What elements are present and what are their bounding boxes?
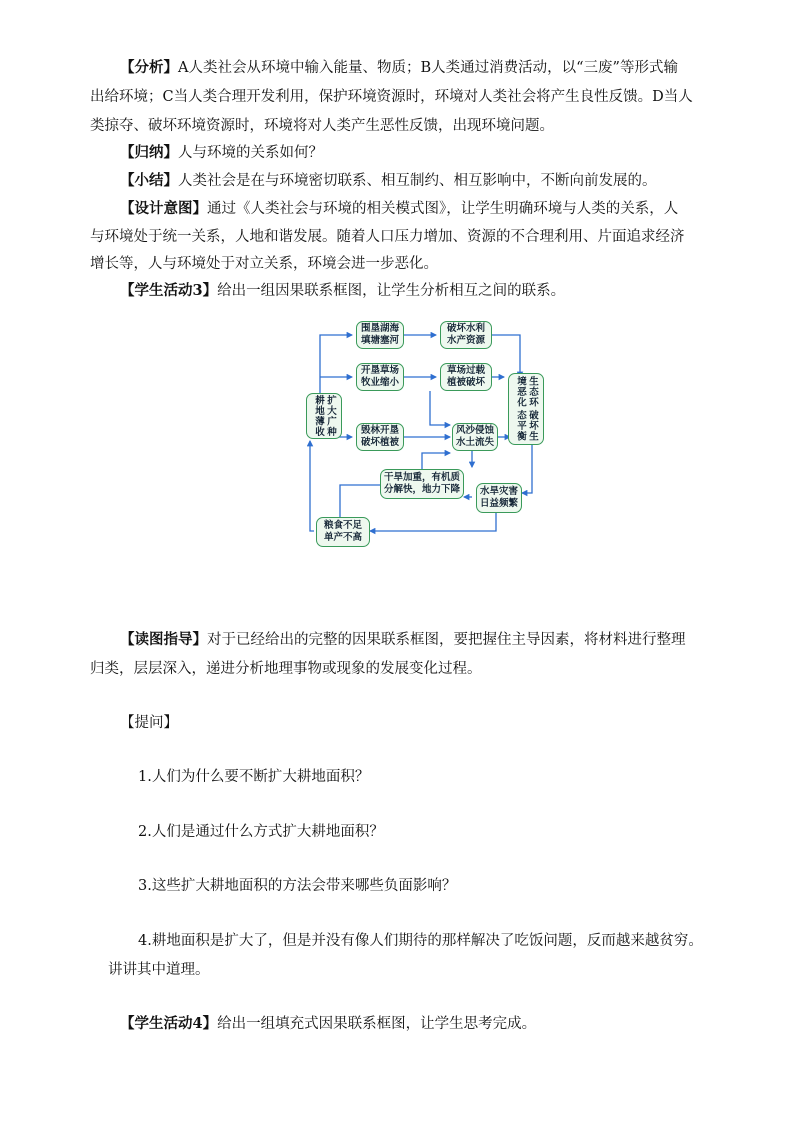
design-line-3: 增长等，人与环境处于对立关系，环境会进一步恶化。: [90, 256, 438, 272]
activity4-line: [120, 1014, 536, 1034]
questions-tag: 【提问】: [120, 715, 178, 731]
arrow-shuihan-liangshi: [370, 513, 496, 531]
box-pohuai: 破坏生态平衡: [515, 410, 538, 442]
induction-text: 人与环境的关系如何？: [178, 145, 323, 161]
reading-guide-line-2: 归类，层层深入，递进分析地理事物或现象的发展变化过程。: [90, 661, 482, 677]
activity4-text: 给出一组填充式因果联系框图，让学生思考完成。: [217, 1016, 537, 1032]
activity3-tag: 【学生活动3】: [120, 282, 218, 299]
arrow-shuili-shengtai: [492, 335, 520, 377]
question-4-line-1: 4.耕地面积是扩大了，但是并没有像人们期待的那样解决了吃饭问题，反而越来越贫穷。: [138, 933, 703, 949]
box-shuili: 破坏水利 水产资源: [440, 321, 492, 349]
analysis-tag: 【分析】: [120, 59, 178, 76]
analysis-line-2: 出给环境；C当人类合理开发利用，保护环境资源时，环境对人类社会将产生良性反馈。D当人: [90, 89, 693, 105]
question-2: 2.人们是通过什么方式扩大耕地面积？: [138, 824, 384, 840]
design-tag: 【设计意图】: [120, 200, 207, 217]
box-caochang: 草场过载 植被破坏: [440, 363, 492, 391]
induction-line: [120, 143, 323, 163]
activity4-tag: 【学生活动4】: [120, 1015, 218, 1032]
box-fengsha: 风沙侵蚀 水土流失: [452, 423, 498, 451]
box-ganhan: 干旱加重，有机质 分解快，地力下降: [380, 469, 464, 499]
question-3: 3.这些扩大耕地面积的方法会带来哪些负面影响？: [138, 878, 457, 894]
design-line-1: [120, 199, 678, 219]
box-liangshi: 粮食不足 单产不高: [316, 517, 370, 547]
analysis-line-1: [120, 58, 678, 78]
arrow-shengtai-shuihan: [522, 445, 532, 493]
reading-guide-text-1: 对于已经给出的完整的因果联系框图，要把握住主导因素，将材料进行整理: [207, 632, 686, 648]
arrow-kaiken-fengsha: [430, 391, 450, 425]
arrow-kuoda-weitian: [320, 335, 352, 401]
causal-diagram: [300, 317, 550, 555]
analysis-text-1: A人类社会从环境中输入能量、物质；B人类通过消费活动，以“三废”等形式输: [178, 60, 678, 76]
box-kuoda-guangzhong: [306, 393, 342, 439]
box-huilin: 毁林开垦 破坏植被: [356, 423, 404, 451]
summary-line: [120, 171, 657, 191]
question-1: 1.人们为什么要不断扩大耕地面积？: [138, 769, 370, 785]
design-text-1: 通过《人类社会与环境的相关模式图》，让学生明确环境与人类的关系，人: [207, 201, 679, 217]
reading-guide-line-1: [120, 630, 686, 650]
induction-tag: 【归纳】: [120, 144, 178, 161]
activity3-text: 给出一组因果联系框图，让学生分析相互之间的联系。: [217, 283, 566, 299]
box-guangzhong: 广种薄收: [313, 416, 336, 437]
box-weitian: 围垦湖海 填塘塞河: [356, 321, 404, 349]
summary-text: 人类社会是在与环境密切联系、相互制约、相互影响中，不断向前发展的。: [178, 173, 657, 189]
box-shengtai-pohuai: [508, 373, 544, 445]
box-kuoda: 扩大耕地: [313, 395, 336, 416]
box-shengtai: 生态环境恶化: [515, 376, 538, 408]
question-4-line-2: 讲讲其中道理。: [108, 962, 210, 978]
summary-tag: 【小结】: [120, 172, 178, 189]
arrow-liangshi-kuoda: [310, 441, 314, 531]
box-shuihan: 水旱灾害 日益频繁: [476, 483, 522, 513]
box-kaiken: 开垦草场 牧业缩小: [356, 363, 404, 391]
activity3-line: [120, 281, 565, 301]
analysis-line-3: 类掠夺、破坏环境资源时，环境将对人类产生恶性反馈，出现环境问题。: [90, 118, 554, 134]
reading-guide-tag: 【读图指导】: [120, 631, 207, 648]
design-line-2: 与环境处于统一关系，人地和谐发展。随着人口压力增加、资源的不合理利用、片面追求经济: [90, 229, 685, 245]
